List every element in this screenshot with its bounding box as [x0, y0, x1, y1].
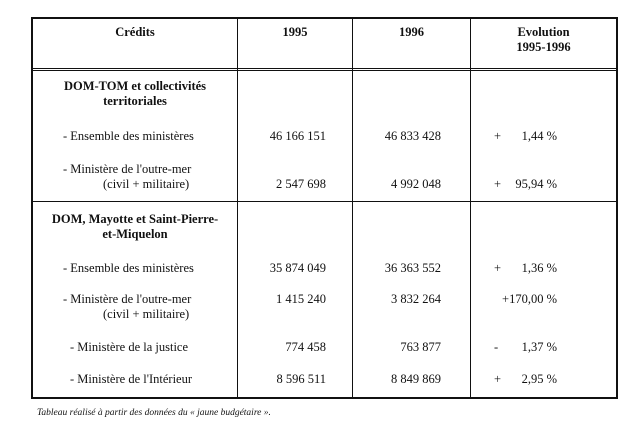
evolution-value: 1,36 % — [521, 261, 557, 275]
row-label: - Ministère de l'outre-mer — [63, 292, 192, 306]
section-title: DOM-TOM et collectivités — [63, 79, 207, 93]
value-1995: 35 874 049 — [269, 261, 326, 275]
evolution-sign: + — [494, 129, 502, 143]
evolution-sign: - — [494, 340, 499, 354]
row-label: - Ensemble des ministères — [63, 261, 194, 275]
value-1996: 8 849 869 — [391, 372, 441, 386]
value-1996: 36 363 552 — [384, 261, 441, 275]
value-1996: 3 832 264 — [391, 292, 441, 306]
evolution-value: 95,94 % — [515, 177, 557, 191]
value-1995: 1 415 240 — [276, 292, 326, 306]
evolution-sign: + — [494, 261, 502, 275]
header-1996: 1996 — [399, 25, 424, 39]
value-1995: 8 596 511 — [276, 372, 326, 386]
value-1995: 2 547 698 — [276, 177, 326, 191]
row-label: - Ensemble des ministères — [63, 129, 194, 143]
section-divider — [32, 201, 617, 202]
header-divider — [32, 68, 617, 71]
row-label-sub: (civil + militaire) — [103, 177, 190, 191]
header-evolution-period: 1995-1996 — [516, 40, 571, 54]
value-1996: 46 833 428 — [384, 129, 441, 143]
section-title: territoriales — [103, 94, 167, 108]
value-1996: 4 992 048 — [391, 177, 441, 191]
section-title: et-Miquelon — [102, 227, 168, 241]
table-caption: Tableau réalisé à partir des données du « jaune budgétaire ». — [37, 408, 271, 418]
evolution-value: +170,00 % — [502, 292, 557, 306]
section-title: DOM, Mayotte et Saint-Pierre- — [51, 212, 219, 226]
evolution-value: 1,44 % — [521, 129, 557, 143]
value-1995: 46 166 151 — [269, 129, 326, 143]
row-label-sub: (civil + militaire) — [103, 307, 190, 321]
header-credits: Crédits — [115, 25, 155, 39]
row-label: - Ministère de la justice — [70, 340, 189, 354]
evolution-value: 2,95 % — [521, 372, 557, 386]
value-1995: 774 458 — [285, 340, 326, 354]
value-1996: 763 877 — [400, 340, 441, 354]
evolution-sign: + — [494, 372, 502, 386]
header-1995: 1995 — [282, 25, 308, 39]
row-label: - Ministère de l'Intérieur — [70, 372, 192, 386]
header-evolution: Evolution — [517, 25, 570, 39]
evolution-sign: + — [494, 177, 502, 191]
evolution-value: 1,37 % — [521, 340, 557, 354]
row-label: - Ministère de l'outre-mer — [63, 162, 192, 176]
